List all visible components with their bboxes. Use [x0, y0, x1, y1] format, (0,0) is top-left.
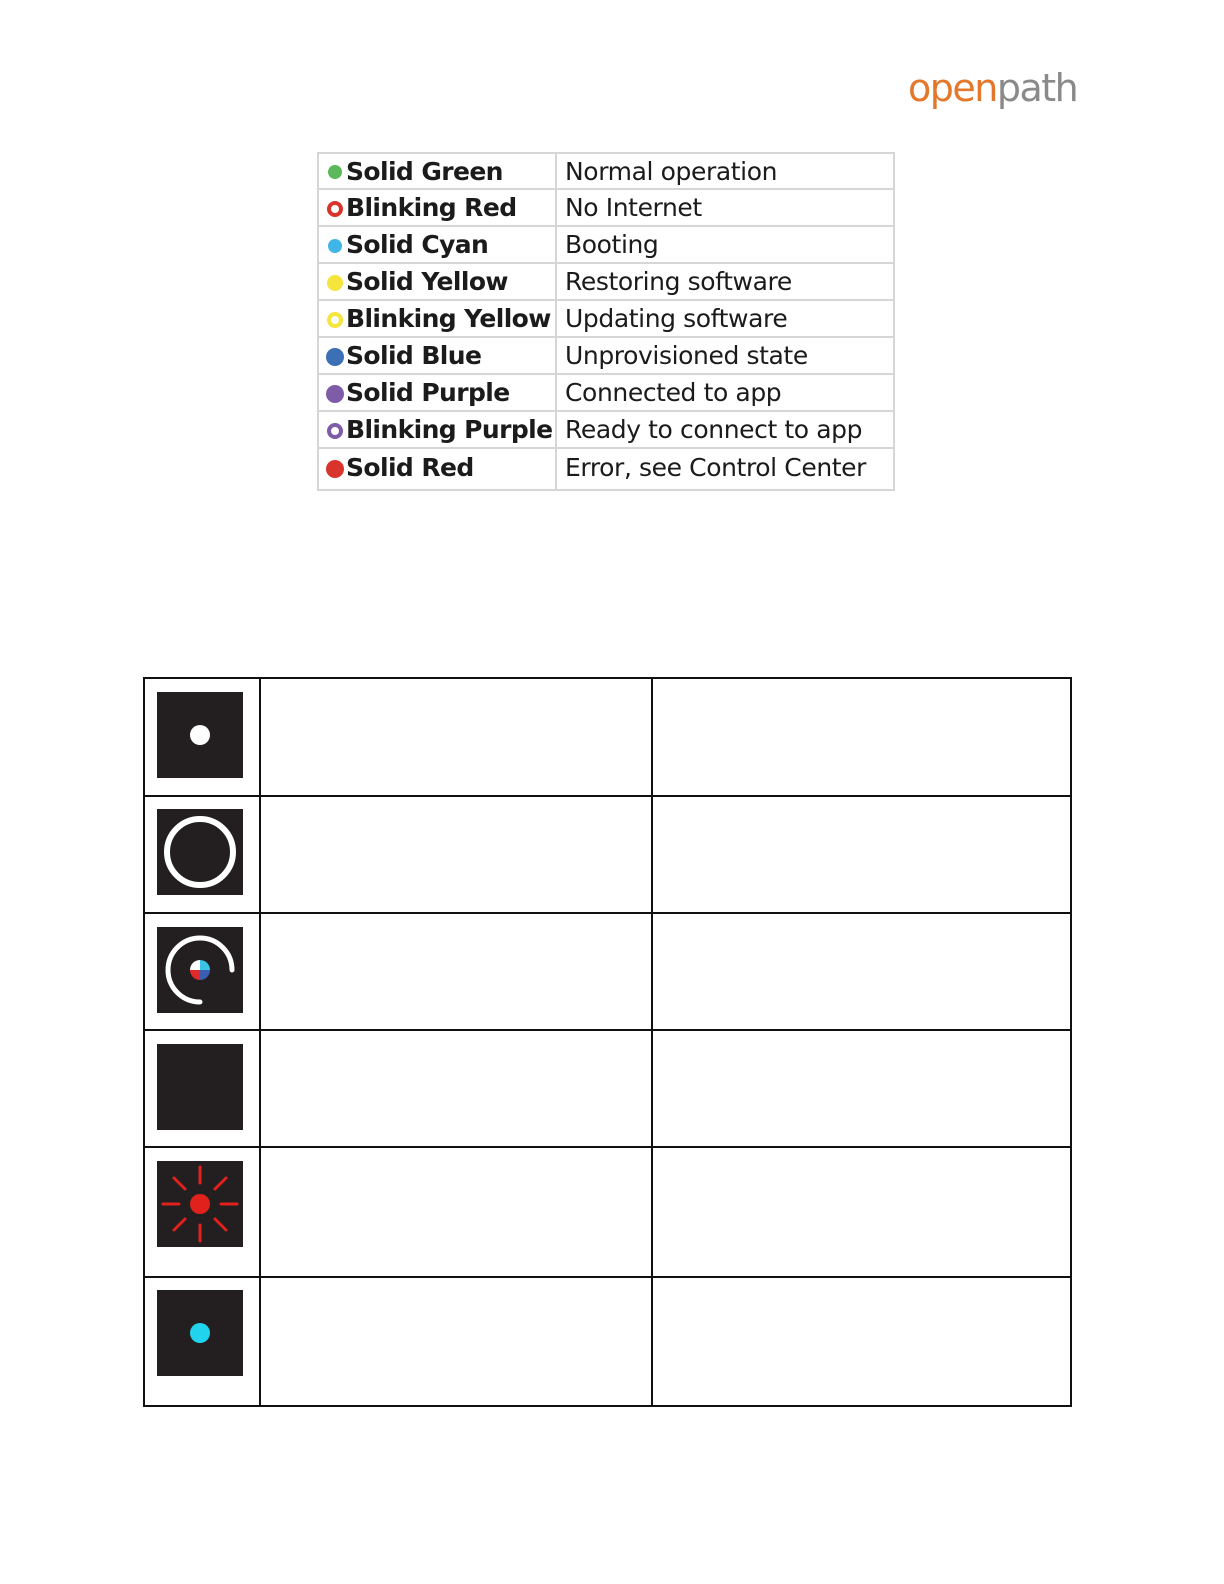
- column-divider: [259, 679, 261, 1405]
- legend-desc: Booting: [565, 230, 659, 259]
- row-divider: [145, 912, 1070, 914]
- legend-desc: Ready to connect to app: [565, 415, 863, 444]
- purple-ring-icon: [327, 423, 343, 439]
- legend-desc: No Internet: [565, 193, 702, 222]
- green-dot-icon: [328, 165, 342, 179]
- purple-dot-icon: [326, 385, 344, 403]
- legend-name: Solid Cyan: [346, 230, 489, 259]
- legend-desc: Updating software: [565, 304, 788, 333]
- blank-icon: [157, 1044, 243, 1130]
- red-dot-icon: [326, 460, 344, 478]
- row-divider: [145, 1029, 1070, 1031]
- legend-row: [319, 339, 893, 375]
- white-ring-icon: [157, 809, 243, 895]
- legend-row: [319, 265, 893, 301]
- logo-part-open: open: [908, 66, 997, 110]
- white-dot-icon: [157, 692, 243, 778]
- legend-desc: Connected to app: [565, 378, 782, 407]
- legend-name: Solid Blue: [346, 341, 482, 370]
- legend-desc: Unprovisioned state: [565, 341, 808, 370]
- legend-desc: Normal operation: [565, 157, 778, 186]
- cyan-dot-icon: [328, 239, 342, 253]
- legend-name: Solid Green: [346, 157, 503, 186]
- row-divider: [145, 1276, 1070, 1278]
- legend-name: Solid Yellow: [346, 267, 508, 296]
- red-burst-icon: [157, 1161, 243, 1247]
- spinner-icon: [157, 927, 243, 1013]
- yellow-ring-icon: [327, 312, 343, 328]
- legend-row: [319, 302, 893, 338]
- legend-desc: Restoring software: [565, 267, 792, 296]
- legend-name: Blinking Red: [346, 193, 517, 222]
- legend-name: Blinking Yellow: [346, 304, 551, 333]
- legend-row: [319, 450, 893, 489]
- row-divider: [145, 1146, 1070, 1148]
- logo-part-path: path: [996, 66, 1078, 110]
- led-icon-table: [143, 677, 1072, 1407]
- legend-desc: Error, see Control Center: [565, 453, 867, 482]
- legend-row: [319, 191, 893, 227]
- legend-name: Solid Purple: [346, 378, 510, 407]
- legend-name: Solid Red: [346, 453, 474, 482]
- legend-row: [319, 228, 893, 264]
- legend-row: [319, 413, 893, 449]
- legend-row: [319, 376, 893, 412]
- legend-row: [319, 154, 893, 190]
- blue-dot-icon: [326, 348, 344, 366]
- led-status-legend: [317, 152, 895, 491]
- openpath-logo: [908, 66, 1077, 110]
- red-ring-icon: [327, 201, 343, 217]
- yellow-dot-icon: [327, 275, 343, 291]
- column-divider: [651, 679, 653, 1405]
- legend-name: Blinking Purple: [346, 415, 553, 444]
- row-divider: [145, 795, 1070, 797]
- cyan-dot-icon: [157, 1290, 243, 1376]
